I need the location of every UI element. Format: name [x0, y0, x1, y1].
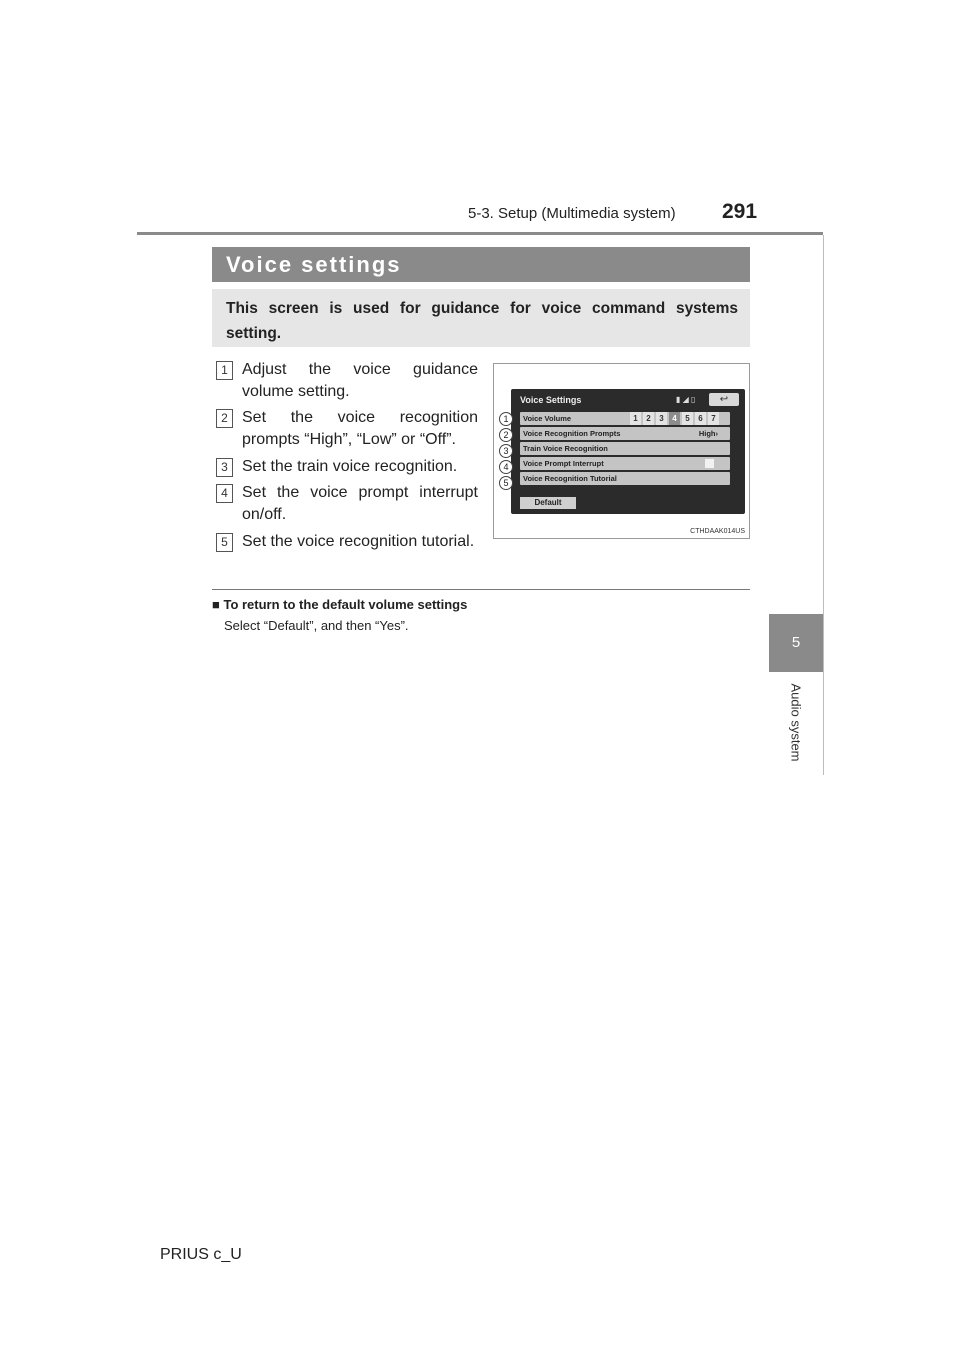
- volume-level-7[interactable]: 7: [708, 412, 719, 425]
- subsection-body: Select “Default”, and then “Yes”.: [224, 618, 409, 633]
- row-label: Voice Recognition Tutorial: [523, 474, 617, 483]
- row-voice-volume[interactable]: [520, 412, 730, 425]
- intro-box: This screen is used for guidance for voice command systems setting.: [212, 289, 750, 347]
- footer-model: PRIUS c_U: [160, 1246, 242, 1263]
- back-button[interactable]: [709, 393, 739, 406]
- item-number: 1: [216, 361, 233, 380]
- item-number: 5: [216, 533, 233, 552]
- volume-level-3[interactable]: 3: [656, 412, 667, 425]
- subsection-heading-text: To return to the default volume settings: [223, 597, 468, 612]
- chapter-label-text: Audio system: [788, 682, 804, 762]
- row-train-voice-recognition[interactable]: [520, 442, 730, 455]
- header-rule: [137, 232, 823, 235]
- callout-3: 3: [499, 444, 513, 458]
- prompts-value: High›: [698, 429, 718, 438]
- interrupt-checkbox[interactable]: [705, 459, 714, 468]
- row-label: Train Voice Recognition: [523, 444, 608, 453]
- item-text: Set the voice recognition prompts “High”, “Low” or “Off”.: [242, 409, 478, 448]
- subsection-heading: [212, 597, 467, 612]
- item-number: 2: [216, 409, 233, 428]
- item-number: 4: [216, 484, 233, 503]
- callout-2: 2: [499, 428, 513, 442]
- side-rule: [823, 235, 824, 775]
- list-item-1: [216, 359, 478, 403]
- screen-figure: [493, 363, 750, 539]
- volume-level-2[interactable]: 2: [643, 412, 654, 425]
- row-label: Voice Recognition Prompts: [523, 429, 621, 438]
- callout-1: 1: [499, 412, 513, 426]
- list-item-5: [216, 531, 478, 553]
- figure-code: CTHDAAK014US: [690, 528, 745, 535]
- device-screen: [511, 389, 745, 514]
- screen-title: Voice Settings: [520, 395, 582, 405]
- signal-icon: ▮ ◢ ▯: [676, 395, 696, 404]
- item-text: Set the voice prompt interrupt on/off.: [242, 484, 478, 523]
- chapter-tab: 5: [769, 614, 823, 672]
- row-voice-recognition-prompts[interactable]: [520, 427, 730, 440]
- item-number: 3: [216, 458, 233, 477]
- callout-4: 4: [499, 460, 513, 474]
- page-title: Voice settings: [212, 247, 750, 282]
- square-bullet-icon: ■: [212, 597, 224, 612]
- item-text: Adjust the voice guidance volume setting.: [242, 361, 478, 400]
- item-text: Set the train voice recognition.: [242, 458, 458, 475]
- list-item-4: [216, 482, 478, 526]
- list-item-3: [216, 456, 478, 478]
- subsection-rule: [212, 589, 750, 590]
- back-icon: ↩: [719, 394, 729, 405]
- row-voice-prompt-interrupt[interactable]: [520, 457, 730, 470]
- status-icons: [676, 395, 695, 404]
- row-label: Voice Prompt Interrupt: [523, 459, 604, 468]
- chapter-label: [769, 672, 823, 772]
- row-label: Voice Volume: [523, 414, 572, 423]
- callout-5: 5: [499, 476, 513, 490]
- volume-level-5[interactable]: 5: [682, 412, 693, 425]
- row-voice-recognition-tutorial[interactable]: [520, 472, 730, 485]
- volume-level-1[interactable]: 1: [630, 412, 641, 425]
- list-item-2: [216, 407, 478, 451]
- volume-level-4[interactable]: 4: [669, 412, 680, 425]
- page-number: 291: [722, 200, 758, 223]
- default-button[interactable]: Default: [520, 497, 576, 509]
- item-text: Set the voice recognition tutorial.: [242, 533, 475, 550]
- volume-level-6[interactable]: 6: [695, 412, 706, 425]
- section-title: 5-3. Setup (Multimedia system): [468, 205, 676, 222]
